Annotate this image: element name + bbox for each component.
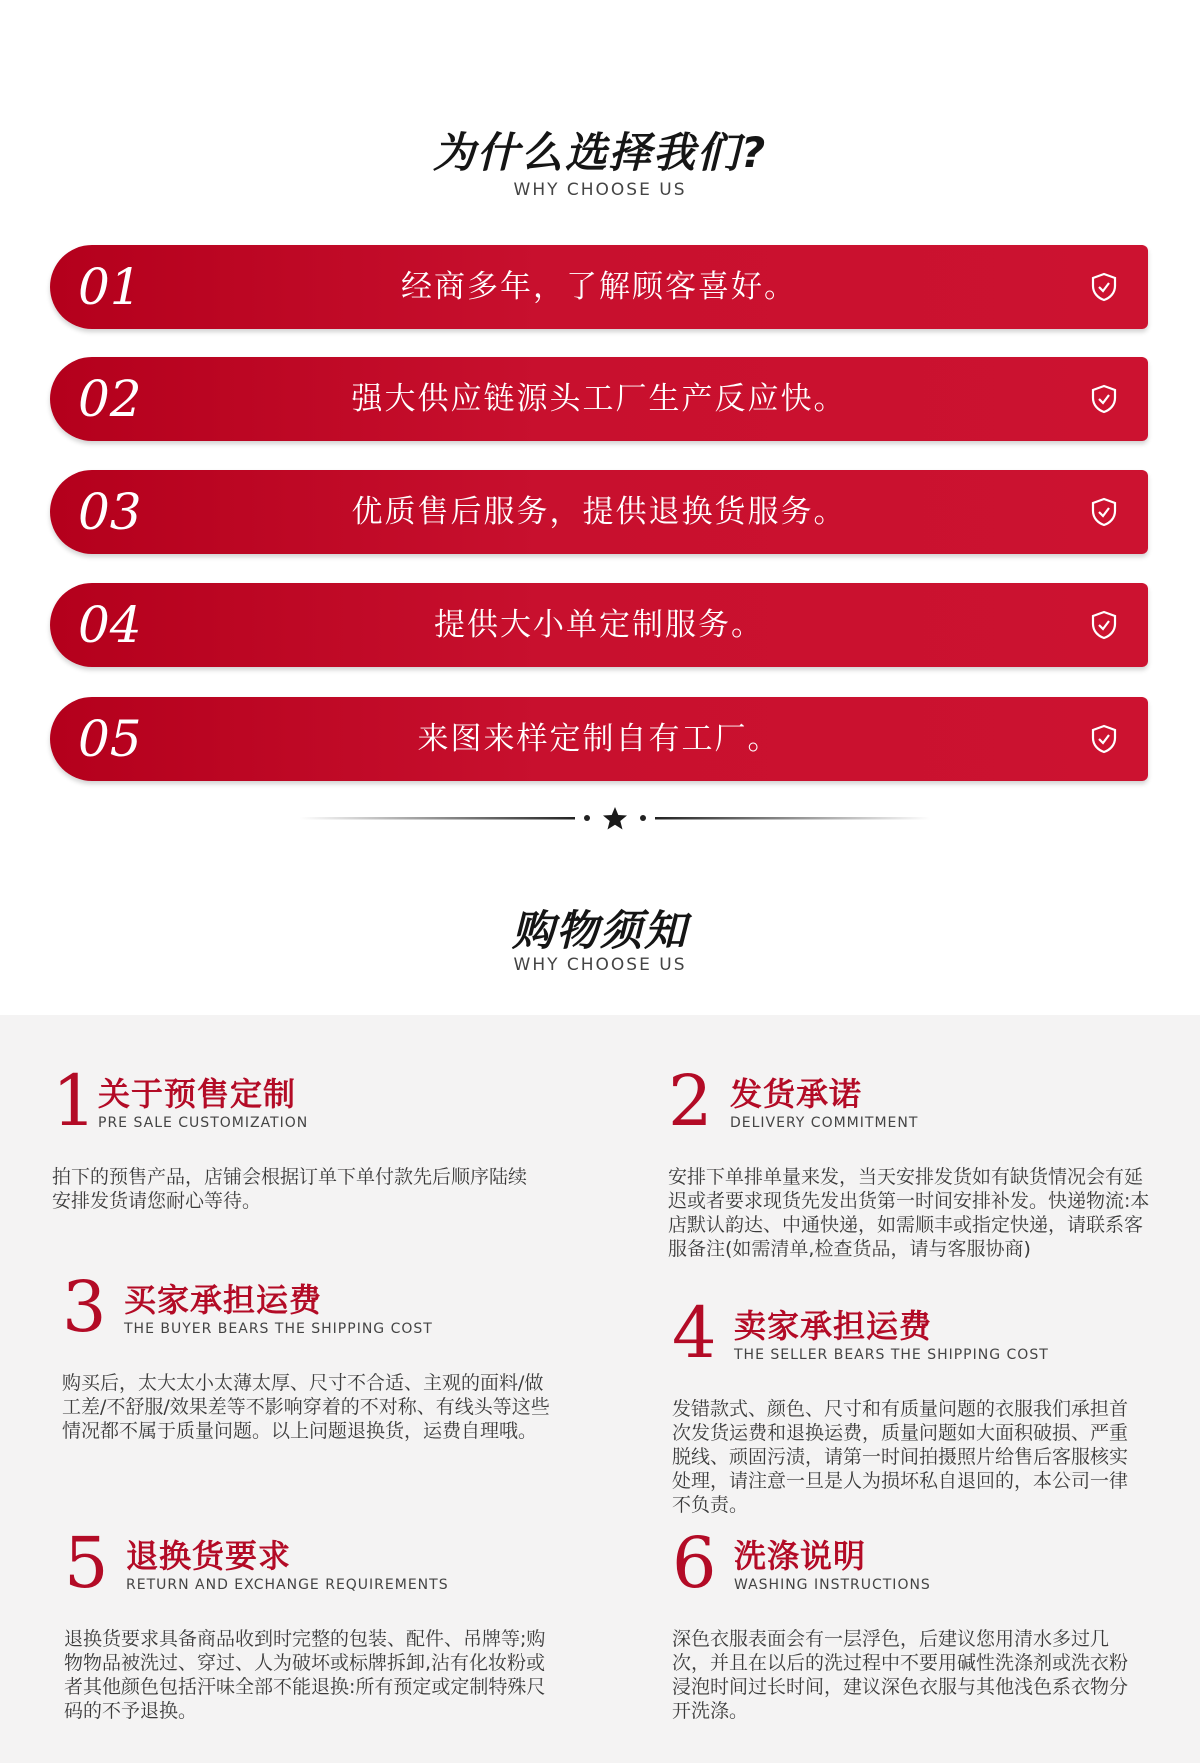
reason-number: 01 xyxy=(78,258,142,316)
shield-check-icon xyxy=(1088,271,1120,303)
notice-subtitle: THE BUYER BEARS THE SHIPPING COST xyxy=(124,1321,433,1337)
reason-bar-1 xyxy=(50,245,1148,329)
reason-bar-5 xyxy=(50,697,1148,781)
notice-title: 关于预售定制 xyxy=(98,1075,297,1113)
notice-number: 4 xyxy=(672,1292,717,1374)
notice-number: 1 xyxy=(52,1060,97,1142)
reason-text: 优质售后服务，提供退换货服务。 xyxy=(351,494,847,530)
why-section-title: 为什么选择我们? xyxy=(432,128,768,177)
notice-subtitle: DELIVERY COMMITMENT xyxy=(730,1115,919,1131)
reason-number: 02 xyxy=(78,370,142,428)
notice-subtitle: WASHING INSTRUCTIONS xyxy=(734,1577,931,1593)
reason-bar-3 xyxy=(50,470,1148,554)
reason-text: 来图来样定制自有工厂。 xyxy=(417,721,781,757)
notice-subtitle: PRE SALE CUSTOMIZATION xyxy=(98,1115,309,1131)
reason-number: 04 xyxy=(78,596,142,654)
reason-bar-4 xyxy=(50,583,1148,667)
notice-body: 发错款式、颜色、尺寸和有质量问题的衣服我们承担首次发货运费和退换运费，质量问题如大面积破损、严重脱线、顽固污渍，请第一时间拍摄照片给售后客服核实处理，请注意一旦是人为损坏私自退回的，本公司一律不负责。 xyxy=(672,1398,1129,1516)
notice-body: 购买后，太大太小太薄太厚、尺寸不合适、主观的面料/做工差/不舒服/效果差等不影响穿着的不对称、有线头等这些情况都不属于质量问题。以上问题退换货，运费自理哦。 xyxy=(62,1372,550,1442)
notice-title: 买家承担运费 xyxy=(124,1281,323,1319)
why-section-subtitle: WHY CHOOSE US xyxy=(513,180,687,200)
notice-title: 退换货要求 xyxy=(126,1537,292,1575)
notice-body: 安排下单排单量来发，当天安排发货如有缺货情况会有延迟或者要求现货先发出货第一时间安排补发。快递物流:本店默认韵达、中通快递，如需顺丰或指定快递，请联系客服备注(如需清单,检查货品，请与客服协商) xyxy=(668,1166,1150,1260)
notice-subtitle: THE SELLER BEARS THE SHIPPING COST xyxy=(734,1347,1049,1363)
reason-text: 强大供应链源头工厂生产反应快。 xyxy=(351,381,847,417)
notice-body: 退换货要求具备商品收到时完整的包装、配件、吊牌等;购物物品被洗过、穿过、人为破坏或标牌拆卸,沾有化妆粉或者其他颜色包括汗味全部不能退换:所有预定或定制特殊尺码的不予退换。 xyxy=(64,1628,546,1722)
shield-check-icon xyxy=(1088,383,1120,415)
notice-number: 6 xyxy=(672,1522,717,1604)
star-divider xyxy=(300,805,930,831)
notice-number: 3 xyxy=(62,1266,107,1348)
star-icon xyxy=(603,807,627,830)
notice-title: 洗涤说明 xyxy=(734,1537,867,1575)
notice-title: 卖家承担运费 xyxy=(734,1307,933,1345)
notice-number: 2 xyxy=(668,1060,713,1142)
notice-subtitle: RETURN AND EXCHANGE REQUIREMENTS xyxy=(126,1577,449,1593)
notice-section-title: 购物须知 xyxy=(511,906,688,955)
notice-body: 深色衣服表面会有一层浮色，后建议您用清水多过几次，并且在以后的洗过程中不要用碱性洗涤剂或洗衣粉浸泡时间过长时间，建议深色衣服与其他浅色系衣物分开洗涤。 xyxy=(672,1628,1129,1722)
reason-bar-2 xyxy=(50,357,1148,441)
notice-title: 发货承诺 xyxy=(730,1075,863,1113)
notice-body: 拍下的预售产品，店铺会根据订单下单付款先后顺序陆续安排发货请您耐心等待。 xyxy=(52,1166,528,1212)
notice-panel xyxy=(0,1015,1200,1763)
reason-number: 05 xyxy=(78,710,142,768)
shield-check-icon xyxy=(1088,609,1120,641)
shield-check-icon xyxy=(1088,496,1120,528)
shield-check-icon xyxy=(1088,723,1120,755)
reason-text: 经商多年，了解顾客喜好。 xyxy=(401,269,797,305)
notice-section-subtitle: WHY CHOOSE US xyxy=(513,955,687,975)
reason-number: 03 xyxy=(78,483,142,541)
notice-number: 5 xyxy=(64,1522,109,1604)
reason-text: 提供大小单定制服务。 xyxy=(434,607,764,643)
